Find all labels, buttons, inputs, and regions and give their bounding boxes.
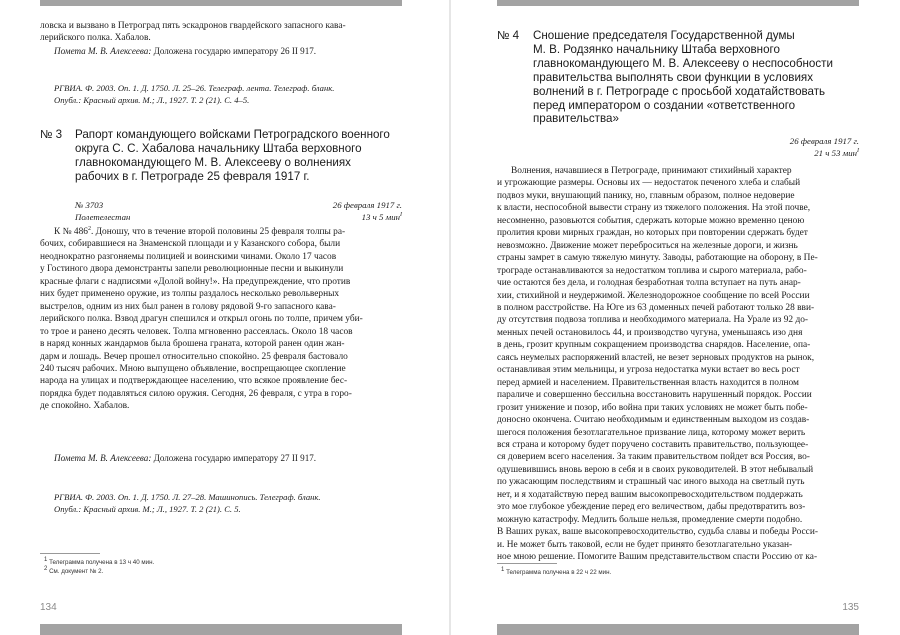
text-line: 240 тысяч рабочих. Мною выпущено объявление, воспрещающее скопление <box>40 363 346 374</box>
text-line: останавливая этим мельницы, и угроза недостатка муки встает во весь рост <box>497 365 800 376</box>
footnote-mark: 1 <box>501 566 505 573</box>
right-footnotes <box>501 566 841 578</box>
text-line: шегося положения безотлагательное призвание лица, которому может верить <box>497 427 806 438</box>
left-mark-2 <box>54 452 402 464</box>
text-line: порядка будет подавляться силою оружия. Сегодня, 26 февраля, с утра в горо- <box>40 388 352 399</box>
text-line: лерийского полка. Взвод драгун спешился и открыл огонь по толпе, причем уби- <box>40 314 363 325</box>
text-line: грозит унижение и позор, ибо война при таких условиях не может быть побе- <box>497 402 808 413</box>
footnote-text: Телеграмма получена в 13 ч 40 мин. <box>49 559 155 566</box>
text-line: страны замрет в самую тяжелую минуту. Заводы, работающие на оборону, в Пе- <box>497 253 818 264</box>
title-line: правительства выполнять свои функции в условиях <box>533 70 814 84</box>
text-line: и. Не может быть таковой, если не будет принято безотлагательно указан- <box>497 539 793 550</box>
footnote-ref: I <box>857 147 859 154</box>
left-archive-1 <box>54 82 402 106</box>
text-line: то трое и ранено десять человек. Толпа мгновенно рассеялась. Около 18 часов <box>40 326 353 337</box>
footnote-ref: 2 <box>87 225 91 232</box>
title-line: Сношение председателя Государственной думы <box>533 29 795 42</box>
title-line: правительства» <box>533 112 619 126</box>
text-line: дарм и лошадь. Вечер прошел относительно спокойно. 25 февраля бастовало <box>40 351 348 362</box>
text-line: де спокойно. Хабалов. <box>40 401 130 412</box>
text-line: красные флаги с надписями «Долой войну!». На предупреждение, что против <box>40 276 351 287</box>
doc-number-4: № 4 <box>497 29 520 42</box>
text-line: по ужасающим последствиям и страшный час иного выхода на светлый путь <box>497 477 805 488</box>
footnote-ref: I <box>400 211 402 218</box>
meta-line: Полетелестан <box>75 211 131 222</box>
doc-number-3: № 3 <box>40 128 63 141</box>
right-body <box>497 165 859 564</box>
left-footnotes <box>44 556 384 576</box>
mark-text: Доложена государю императору 27 II 917. <box>151 453 317 463</box>
left-archive-2 <box>54 491 402 515</box>
text-line: неоднократно разгоняемы полицией и воинскими чинами. Около 17 часов <box>40 251 337 262</box>
title-line: рабочих в г. Петрограде 25 февраля 1917 г. <box>75 169 310 183</box>
left-page <box>0 0 449 635</box>
text-line: параличе и совершенно бессильна восстановить нарушенный порядок. России <box>497 390 812 401</box>
text-line: ду отсутствия подвоза топлива и необходимого материала. На Урале из 92 до- <box>497 315 809 326</box>
text-line: в полном расстройстве. На Юге из 63 доменных печей работают только 28 вви- <box>497 302 815 313</box>
text-line: выстрелов, одним из них был ранен в голову рядовой 9-го запасного кава- <box>40 301 336 312</box>
text-line: перед армией и населением. Правительственная власть находится в полном <box>497 377 799 388</box>
mark-label: Помета М. В. Алексеева: <box>54 453 152 463</box>
text-line: бочих, собиравшиеся на Знаменской площади и у Казанского собора, были <box>40 239 341 250</box>
text-line: это мое глубокое убеждение перед его величеством, дабы предотвратить воз- <box>497 502 806 513</box>
text-line: К № 486 <box>54 227 88 237</box>
text-line: нет, и я ходатайствую перед вашим высокопревосходительством поддержать <box>497 489 803 500</box>
text-line: ся доверием всего населения. За таким правительством пойдет вся Россия, во- <box>497 452 810 463</box>
text-line: в наряд конных жандармов была брошена граната, которой ранен один жан- <box>40 339 345 350</box>
footnote-rule <box>497 563 557 564</box>
text-line: них будет применено оружие, из толпы раздалось несколько револьверных <box>40 289 340 300</box>
left-body <box>40 226 402 413</box>
text-line: хии, стихийной и неудержимой. Железнодорожное сообщение по всей России <box>497 290 810 301</box>
meta-date: 26 февраля 1917 г. <box>332 200 402 210</box>
title-line: округа С. С. Хабалова начальнику Штаба верховного <box>75 141 362 155</box>
title-line: главнокомандующего М. В. Алексееву о неспособности <box>533 56 833 70</box>
text-line: ловска и вызвано в Петроград пять эскадронов гвардейского запасного кава- <box>40 21 346 31</box>
text-line: невозможно. Движение может переброситься на железные дороги, и жизнь <box>497 240 798 251</box>
doc-title-4 <box>533 29 863 126</box>
footnote-text: Телеграмма получена в 22 ч 22 мин. <box>506 569 612 576</box>
doc-date-4 <box>790 136 859 160</box>
text-line: лерийского полка. Хабалов. <box>40 33 151 44</box>
text-line: саясь неумелых распоряжений властей, не везет зерновых продуктов на рынок, <box>497 352 815 363</box>
text-line: у Гостиного двора демонстранты запели революционные песни и выкинули <box>40 264 344 275</box>
time-line: 21 ч 53 мин <box>814 147 857 158</box>
meta-line: № 3703 <box>75 200 104 210</box>
text-line: . Доношу, что в течение второй половины 25 февраля толпы ра- <box>90 227 346 237</box>
text-line: В Ваших руках, ваше высокопревосходительство, судьба славы и победы Росси- <box>497 527 818 538</box>
footnote-rule <box>40 553 100 554</box>
mark-text: Доложена государю императору 26 II 917. <box>151 46 317 56</box>
page-number-right: 135 <box>842 602 859 613</box>
footnote-text: См. документ № 2. <box>49 567 104 575</box>
left-mark-1 <box>54 45 402 57</box>
title-line: перед императором о создании «ответственного <box>533 98 796 112</box>
text-line: одушевившись вновь верою в себя и в своих руководителей. В этот небывалый <box>497 464 814 475</box>
text-line: несомненно, разовьются события, сдержать которые можно временно ценою <box>497 215 805 226</box>
text-line: ное мною решение. Помогите Вашим представительством спасти Россию от ка- <box>497 552 818 563</box>
doc-title-3 <box>75 128 405 184</box>
text-line: в день, грозит крупным сокращением производства снарядов. Население, опа- <box>497 340 811 351</box>
text-line: трограде останавливаются за недостатком топлива и сырого материала, рабо- <box>497 265 807 276</box>
left-top-continuation <box>40 20 402 45</box>
text-line: чие остаются без дела, и голодная безработная толпа вступает на путь анар- <box>497 278 801 289</box>
footnote-mark: 2 <box>44 565 48 572</box>
title-line: М. В. Родзянко начальнику Штаба верховного <box>533 42 780 56</box>
doc-meta-left <box>75 200 130 224</box>
text-line: подвоз муки, внушающий панику, но, главным образом, полное недоверие <box>497 190 795 201</box>
archive-line: РГВИА. Ф. 2003. Оп. 1. Д. 1750. Л. 25–26. Телеграф. лента. Телеграф. бланк. <box>54 83 335 93</box>
doc-meta-right <box>333 200 402 224</box>
archive-line: РГВИА. Ф. 2003. Оп. 1. Д. 1750. Л. 27–28. Машинопись. Телеграф. бланк. <box>54 492 321 502</box>
archive-line: Опубл.: Красный архив. М.; Л., 1927. Т. 2 (21). С. 4–5. <box>54 95 250 106</box>
mark-label: Помета М. В. Алексеева: <box>54 46 152 56</box>
text-line: можную катастрофу. Медлить больше нельзя, промедление смерти подобно. <box>497 514 803 525</box>
text-line: народа на улицах и подтверждающее населению, что всякое проявление бес- <box>40 376 348 387</box>
page-number-left: 134 <box>40 602 57 613</box>
archive-line: Опубл.: Красный архив. М.; Л., 1927. Т. 2 (21). С. 5. <box>54 504 241 515</box>
text-line: и угрожающие размеры. Основы их — недостаток печеного хлеба и слабый <box>497 178 801 189</box>
title-line: главнокомандующего М. В. Алексееву о волнениях <box>75 155 351 169</box>
date-line: 26 февраля 1917 г. <box>789 136 859 146</box>
right-page <box>451 0 900 635</box>
text-line: менных печей остановилось 44, и производство чугуна, уменьшаясь изо дня <box>497 327 803 338</box>
text-line: к власти, неспособной вывести страну из тяжелого положения. На этой почве, <box>497 203 811 214</box>
text-line: Волнения, начавшиеся в Петрограде, принимают стихийный характер <box>511 166 792 176</box>
text-line: доносно окончена. Считаю необходимым и единственным выходом из создав- <box>497 415 810 426</box>
text-line: вся страна и которому будет поручено составить правительство, пользующее- <box>497 439 809 450</box>
meta-time: 13 ч 5 мин <box>361 211 400 222</box>
title-line: Рапорт командующего войсками Петроградского военного <box>75 128 390 141</box>
footnote-mark: 1 <box>44 556 48 563</box>
title-line: волнений в г. Петрограде с просьбой ходатайствовать <box>533 84 826 98</box>
text-line: пролития крови мирных граждан, но которых при повторении сдержать будет <box>497 228 808 239</box>
